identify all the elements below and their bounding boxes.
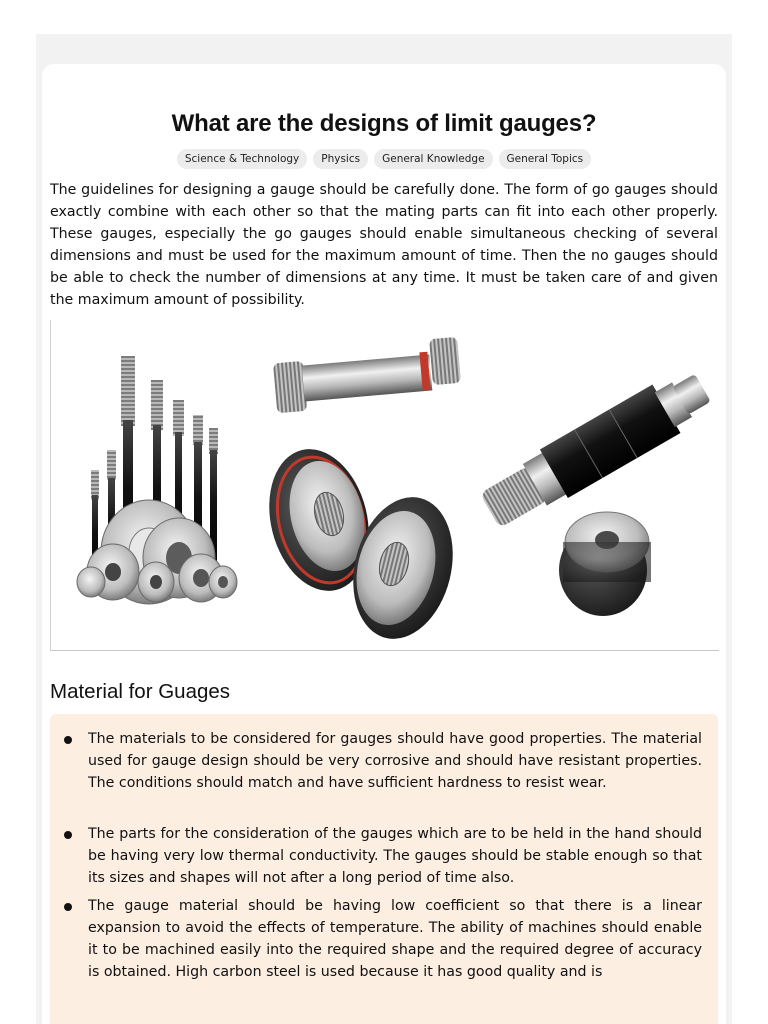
tag-general-knowledge[interactable]: General Knowledge bbox=[374, 149, 492, 169]
bullet-icon bbox=[64, 903, 72, 911]
tag-list bbox=[42, 149, 726, 169]
tag-general-topics[interactable]: General Topics bbox=[499, 149, 592, 169]
section-heading: Material for Guages bbox=[50, 680, 231, 703]
bullet-icon bbox=[64, 736, 72, 744]
list-item bbox=[88, 823, 702, 889]
list-item-text: The materials to be considered for gauges should have good properties. The material used for gauge design should be very corrosive and should have resistant properties. The conditions should match and have sufficient hardness to resist wear. bbox=[88, 731, 702, 791]
double-end-plug-gauge bbox=[273, 337, 461, 413]
list-item-text: The gauge material should be having low coefficient so that there is a linear expansion to avoid the effects of temperature. The ability of machines should enable it to be machined easily into the required shape and the required degree of accuracy is obtained. High carbon steel is used because it has good quality and is bbox=[88, 898, 702, 980]
page-background bbox=[36, 34, 732, 1024]
article-card bbox=[42, 64, 726, 1024]
tag-science-technology[interactable]: Science & Technology bbox=[177, 149, 307, 169]
limit-gauges-image bbox=[50, 320, 719, 651]
list-item bbox=[88, 728, 702, 794]
page-title: What are the designs of limit gauges? bbox=[171, 110, 597, 137]
tag-physics[interactable]: Physics bbox=[313, 149, 368, 169]
bullet-icon bbox=[64, 831, 72, 839]
thread-ring-gauges bbox=[255, 439, 467, 650]
list-item-text: The parts for the consideration of the gauges which are to be held in the hand should be having very low thermal conductivity. The gauges should be stable enough so that its sizes and shapes will not after a long period of time also. bbox=[88, 826, 702, 886]
limit-gauges-illustration bbox=[51, 320, 719, 650]
knurled-ring-gauge bbox=[559, 512, 651, 616]
list-item bbox=[88, 895, 702, 983]
materials-callout bbox=[50, 714, 718, 1024]
knurled-plug-gauge bbox=[476, 363, 717, 534]
intro-paragraph: The guidelines for designing a gauge should be carefully done. The form of go gauges should exactly combine with each other so that the mating parts can fit into each other properly. These gauges, especially the go gauges should enable simultaneous checking of several dimensions and must be used for the maximum amount of time. Then the no gauges should be able to check the number of dimensions at any time. It must be taken care of and given the maximum amount of possibility. bbox=[50, 182, 718, 308]
